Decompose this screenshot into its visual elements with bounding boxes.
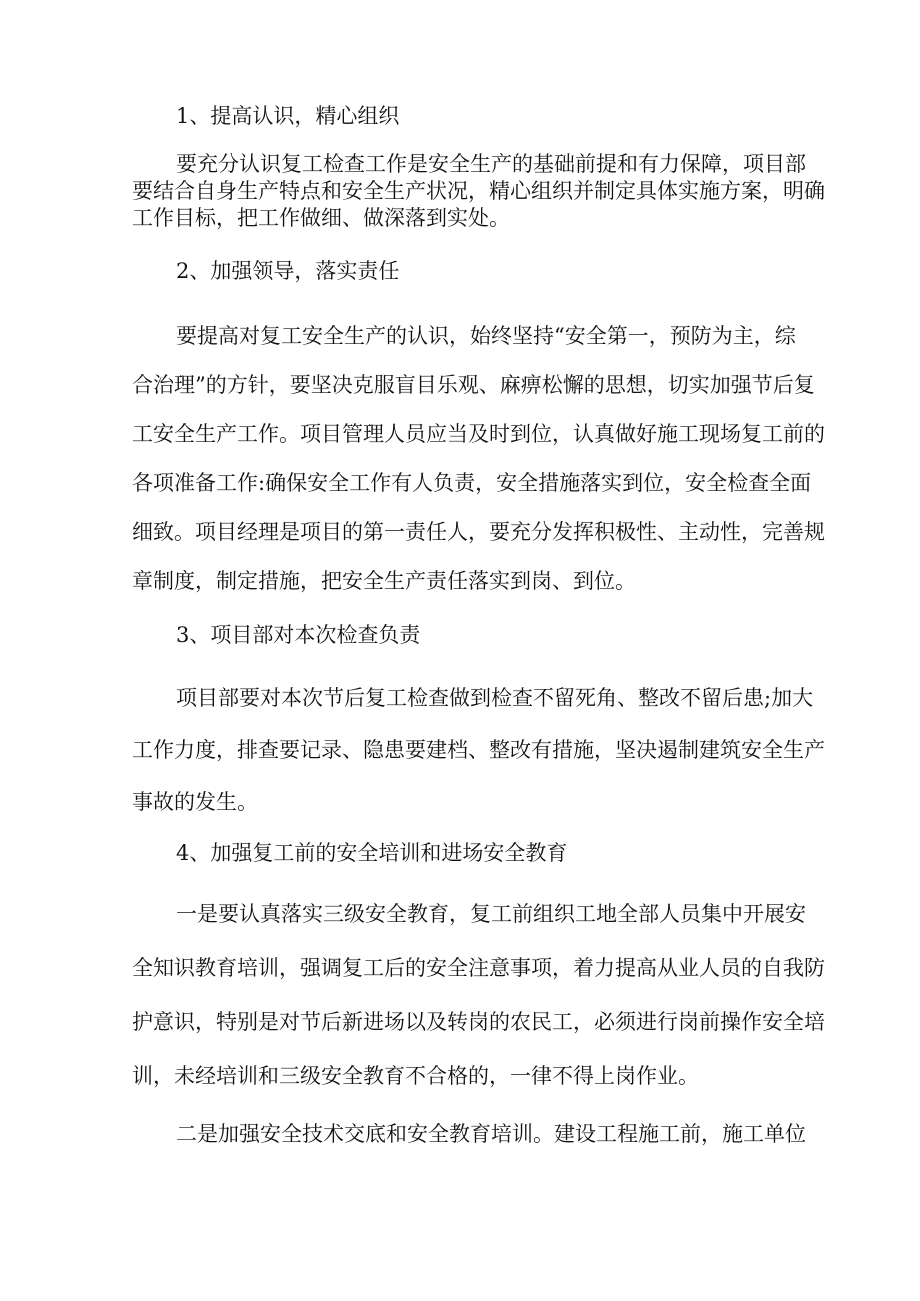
paragraph-line: 要充分认识复工检查工作是安全生产的基础前提和有力保障，项目部 (176, 152, 806, 176)
paragraph-line: 二是加强安全技术交底和安全教育培训。建设工程施工前，施工单位 (176, 1122, 806, 1146)
section-4-paragraph (132, 902, 825, 1120)
paragraph-line: 全知识教育培训，强调复工后的安全注意事项，着力提高从业人员的自我防 (132, 956, 825, 980)
paragraph-line: 项目部要对本次节后复工检查做到检查不留死角、整改不留后患;加大 (176, 686, 814, 710)
section-heading-2: 2、加强领导，落实责任 (176, 259, 400, 283)
paragraph-line: 工作目标，把工作做细、做深落到实处。 (132, 206, 510, 230)
paragraph-line: 事故的发生。 (132, 790, 258, 814)
section-heading-1: 1、提高认识，精心组织 (176, 104, 400, 128)
paragraph-line: 护意识，特别是对节后新进场以及转岗的农民工，必须进行岗前操作安全培 (132, 1010, 825, 1034)
section-3-paragraph (132, 686, 825, 844)
paragraph-line: 要结合自身生产特点和安全生产状况，精心组织并制定具体实施方案，明确 (132, 179, 825, 203)
section-heading-3: 3、项目部对本次检查负责 (176, 623, 421, 647)
section-heading-4: 4、加强复工前的安全培训和进场安全教育 (176, 841, 568, 865)
paragraph-line: 工作力度，排查要记录、隐患要建档、整改有措施，坚决遏制建筑安全生产 (132, 738, 825, 762)
paragraph-line: 要提高对复工安全生产的认识，始终坚持“安全第一，预防为主，综 (176, 324, 796, 348)
paragraph-line: 训，未经培训和三级安全教育不合格的，一律不得上岗作业。 (132, 1064, 699, 1088)
paragraph-line: 合治理”的方针，要坚决克服盲目乐观、麻痹松懈的思想，切实加强节后复 (132, 373, 815, 397)
section-1-paragraph (132, 152, 825, 235)
paragraph-line: 一是要认真落实三级安全教育，复工前组织工地全部人员集中开展安 (176, 902, 806, 926)
section-2-paragraph (132, 324, 825, 620)
paragraph-line: 章制度，制定措施，把安全生产责任落实到岗、到位。 (132, 569, 636, 593)
paragraph-line: 各项准备工作:确保安全工作有人负责，安全措施落实到位，安全检查全面 (132, 471, 812, 495)
paragraph-line: 工安全生产工作。项目管理人员应当及时到位，认真做好施工现场复工前的 (132, 422, 825, 446)
trailing-paragraph (132, 1122, 806, 1176)
paragraph-line: 细致。项目经理是项目的第一责任人，要充分发挥积极性、主动性，完善规 (132, 520, 825, 544)
